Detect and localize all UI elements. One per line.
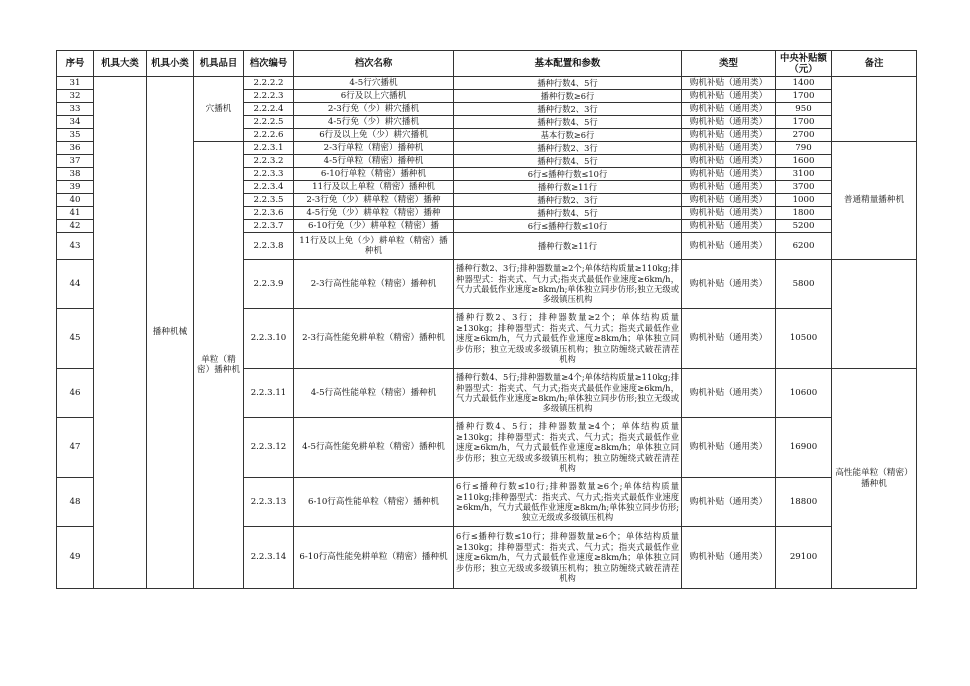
cell-params: 播种行数4、5行	[454, 207, 682, 220]
cell-params: 6行≤播种行数≤10行	[454, 220, 682, 233]
cell-subsidy: 1800	[776, 207, 832, 220]
cell-code: 2.2.2.3	[244, 90, 294, 103]
cell-seq: 39	[57, 181, 94, 194]
cell-type: 购机补贴（通用类）	[682, 103, 776, 116]
subsidy-table	[56, 50, 917, 589]
cell-name: 4-5行免（少）耕穴播机	[294, 116, 454, 129]
cell-subsidy: 950	[776, 103, 832, 116]
cell-seq: 45	[57, 309, 94, 369]
cell-seq: 34	[57, 116, 94, 129]
cell-type: 购机补贴（通用类）	[682, 207, 776, 220]
cell-type: 购机补贴（通用类）	[682, 181, 776, 194]
cell-name: 4-5行单粒（精密）播种机	[294, 155, 454, 168]
cell-name: 4-5行穴播机	[294, 77, 454, 90]
table-row	[57, 77, 917, 90]
cell-params: 播种行数≥11行	[454, 233, 682, 260]
cell-name: 2-3行单粒（精密）播种机	[294, 142, 454, 155]
cell-code: 2.2.2.5	[244, 116, 294, 129]
cell-code: 2.2.3.1	[244, 142, 294, 155]
cell-minor-class: 播种机械	[147, 77, 194, 589]
cell-code: 2.2.3.11	[244, 369, 294, 418]
cell-seq: 37	[57, 155, 94, 168]
cell-name: 6-10行免（少）耕单粒（精密）播	[294, 220, 454, 233]
cell-params: 播种行数4、5行	[454, 116, 682, 129]
cell-code: 2.2.3.5	[244, 194, 294, 207]
header-type: 类型	[682, 51, 776, 77]
cell-code: 2.2.3.6	[244, 207, 294, 220]
cell-type: 购机补贴（通用类）	[682, 220, 776, 233]
cell-subsidy: 1600	[776, 155, 832, 168]
cell-subsidy: 29100	[776, 527, 832, 589]
cell-subsidy: 1000	[776, 194, 832, 207]
cell-name: 6行及以上穴播机	[294, 90, 454, 103]
cell-subsidy: 1700	[776, 90, 832, 103]
cell-note	[832, 260, 917, 369]
cell-name: 11行及以上免（少）耕单粒（精密）播种机	[294, 233, 454, 260]
cell-params: 播种行数4、5行	[454, 155, 682, 168]
cell-type: 购机补贴（通用类）	[682, 527, 776, 589]
cell-seq: 48	[57, 478, 94, 527]
cell-name: 2-3行免（少）耕单粒（精密）播种	[294, 194, 454, 207]
cell-name: 4-5行高性能单粒（精密）播种机	[294, 369, 454, 418]
cell-subsidy: 2700	[776, 129, 832, 142]
cell-code: 2.2.3.13	[244, 478, 294, 527]
cell-seq: 36	[57, 142, 94, 155]
cell-name: 6-10行高性能免耕单粒（精密）播种机	[294, 527, 454, 589]
cell-name: 6-10行高性能单粒（精密）播种机	[294, 478, 454, 527]
cell-code: 2.2.2.6	[244, 129, 294, 142]
cell-note-high: 高性能单粒（精密）播种机	[832, 369, 917, 589]
cell-subsidy: 18800	[776, 478, 832, 527]
cell-params: 播种行数4、5行	[454, 77, 682, 90]
cell-seq: 40	[57, 194, 94, 207]
cell-subsidy: 10500	[776, 309, 832, 369]
cell-params: 6行≤播种行数≤10行；排种器数量≥6个；单体结构质量≥130kg；排种器型式：指夹式、气力式；指夹式最低作业速度≥6km/h，气力式最低作业速度≥8km/h；单体独立同步仿形；独立无级或多级镇压机构；独立防缠绕式破茬清茬机构	[454, 527, 682, 589]
cell-seq: 32	[57, 90, 94, 103]
cell-type: 购机补贴（通用类）	[682, 418, 776, 478]
cell-item-hole-seeder: 穴播机	[194, 77, 244, 142]
cell-name: 4-5行免（少）耕单粒（精密）播种	[294, 207, 454, 220]
cell-name: 4-5行高性能免耕单粒（精密）播种机	[294, 418, 454, 478]
cell-name: 11行及以上单粒（精密）播种机	[294, 181, 454, 194]
cell-params: 播种行数2、3行；排种器数量≥2个；单体结构质量≥130kg；排种器型式：指夹式、气力式；指夹式最低作业速度≥6km/h，气力式最低作业速度≥8km/h；单体独立同步仿形；独立无级或多级镇压机构；独立防缠绕式破茬清茬机构	[454, 309, 682, 369]
cell-item-single-seeder: 单粒（精密）播种机	[194, 142, 244, 589]
cell-params: 播种行数≥11行	[454, 181, 682, 194]
cell-params: 播种行数2、3行	[454, 194, 682, 207]
cell-subsidy: 1700	[776, 116, 832, 129]
header-subsidy: 中央补贴额（元）	[776, 51, 832, 77]
cell-name: 6-10行单粒（精密）播种机	[294, 168, 454, 181]
cell-type: 购机补贴（通用类）	[682, 90, 776, 103]
cell-subsidy: 1400	[776, 77, 832, 90]
cell-subsidy: 3100	[776, 168, 832, 181]
header-note: 备注	[832, 51, 917, 77]
cell-seq: 49	[57, 527, 94, 589]
header-params: 基本配置和参数	[454, 51, 682, 77]
cell-params: 6行≤播种行数≤10行	[454, 168, 682, 181]
cell-type: 购机补贴（通用类）	[682, 168, 776, 181]
cell-params: 播种行数≥6行	[454, 90, 682, 103]
cell-type: 购机补贴（通用类）	[682, 77, 776, 90]
header-name: 档次名称	[294, 51, 454, 77]
cell-params: 6行≤播种行数≤10行;排种器数量≥6个;单体结构质量≥110kg;排种器型式：指夹式、气力式;指夹式最低作业速度≥6km/h，气力式最低作业速度≥8km/h;单体独立同步仿形;独立无级或多级镇压机构	[454, 478, 682, 527]
cell-seq: 43	[57, 233, 94, 260]
cell-type: 购机补贴（通用类）	[682, 309, 776, 369]
cell-code: 2.2.3.9	[244, 260, 294, 309]
cell-params: 基本行数≥6行	[454, 129, 682, 142]
header-code: 档次编号	[244, 51, 294, 77]
cell-major-class	[94, 77, 147, 589]
cell-type: 购机补贴（通用类）	[682, 194, 776, 207]
cell-subsidy: 5800	[776, 260, 832, 309]
cell-seq: 35	[57, 129, 94, 142]
cell-type: 购机补贴（通用类）	[682, 155, 776, 168]
cell-seq: 38	[57, 168, 94, 181]
cell-code: 2.2.3.14	[244, 527, 294, 589]
header-major-class: 机具大类	[94, 51, 147, 77]
cell-subsidy: 16900	[776, 418, 832, 478]
cell-seq: 44	[57, 260, 94, 309]
cell-type: 购机补贴（通用类）	[682, 369, 776, 418]
cell-type: 购机补贴（通用类）	[682, 116, 776, 129]
cell-type: 购机补贴（通用类）	[682, 233, 776, 260]
cell-params: 播种行数4、5行；排种器数量≥4个；单体结构质量≥130kg；排种器型式：指夹式、气力式；指夹式最低作业速度≥6km/h，气力式最低作业速度≥8km/h；单体独立同步仿形；独立无级或多级镇压机构；独立防缠绕式破茬清茬机构	[454, 418, 682, 478]
cell-subsidy: 790	[776, 142, 832, 155]
cell-note-normal: 普通精量播种机	[832, 142, 917, 260]
cell-name: 2-3行高性能单粒（精密）播种机	[294, 260, 454, 309]
cell-code: 2.2.2.4	[244, 103, 294, 116]
cell-note	[832, 77, 917, 142]
cell-type: 购机补贴（通用类）	[682, 142, 776, 155]
cell-seq: 33	[57, 103, 94, 116]
header-row	[57, 51, 917, 77]
cell-code: 2.2.3.8	[244, 233, 294, 260]
cell-seq: 31	[57, 77, 94, 90]
cell-type: 购机补贴（通用类）	[682, 478, 776, 527]
cell-type: 购机补贴（通用类）	[682, 129, 776, 142]
cell-code: 2.2.3.4	[244, 181, 294, 194]
cell-seq: 46	[57, 369, 94, 418]
header-minor-class: 机具小类	[147, 51, 194, 77]
cell-name: 2-3行高性能免耕单粒（精密）播种机	[294, 309, 454, 369]
cell-params: 播种行数4、5行;排种器数量≥4个;单体结构质量≥110kg;排种器型式：指夹式、气力式;指夹式最低作业速度≥6km/h，气力式最低作业速度≥8km/h;单体独立同步仿形;独立无级或多级镇压机构	[454, 369, 682, 418]
cell-seq: 42	[57, 220, 94, 233]
cell-code: 2.2.3.3	[244, 168, 294, 181]
cell-code: 2.2.2.2	[244, 77, 294, 90]
cell-seq: 41	[57, 207, 94, 220]
cell-code: 2.2.3.12	[244, 418, 294, 478]
cell-params: 播种行数2、3行	[454, 142, 682, 155]
cell-name: 6行及以上免（少）耕穴播机	[294, 129, 454, 142]
cell-subsidy: 10600	[776, 369, 832, 418]
cell-code: 2.2.3.2	[244, 155, 294, 168]
header-item: 机具品目	[194, 51, 244, 77]
cell-params: 播种行数2、3行;排种器数量≥2个;单体结构质量≥110kg;排种器型式：指夹式、气力式;指夹式最低作业速度≥6km/h，气力式最低作业速度≥8km/h;单体独立同步仿形;独立无级或多级镇压机构	[454, 260, 682, 309]
cell-subsidy: 3700	[776, 181, 832, 194]
cell-params: 播种行数2、3行	[454, 103, 682, 116]
cell-seq: 47	[57, 418, 94, 478]
cell-subsidy: 5200	[776, 220, 832, 233]
cell-type: 购机补贴（通用类）	[682, 260, 776, 309]
cell-subsidy: 6200	[776, 233, 832, 260]
cell-code: 2.2.3.10	[244, 309, 294, 369]
cell-name: 2-3行免（少）耕穴播机	[294, 103, 454, 116]
header-seq: 序号	[57, 51, 94, 77]
cell-code: 2.2.3.7	[244, 220, 294, 233]
